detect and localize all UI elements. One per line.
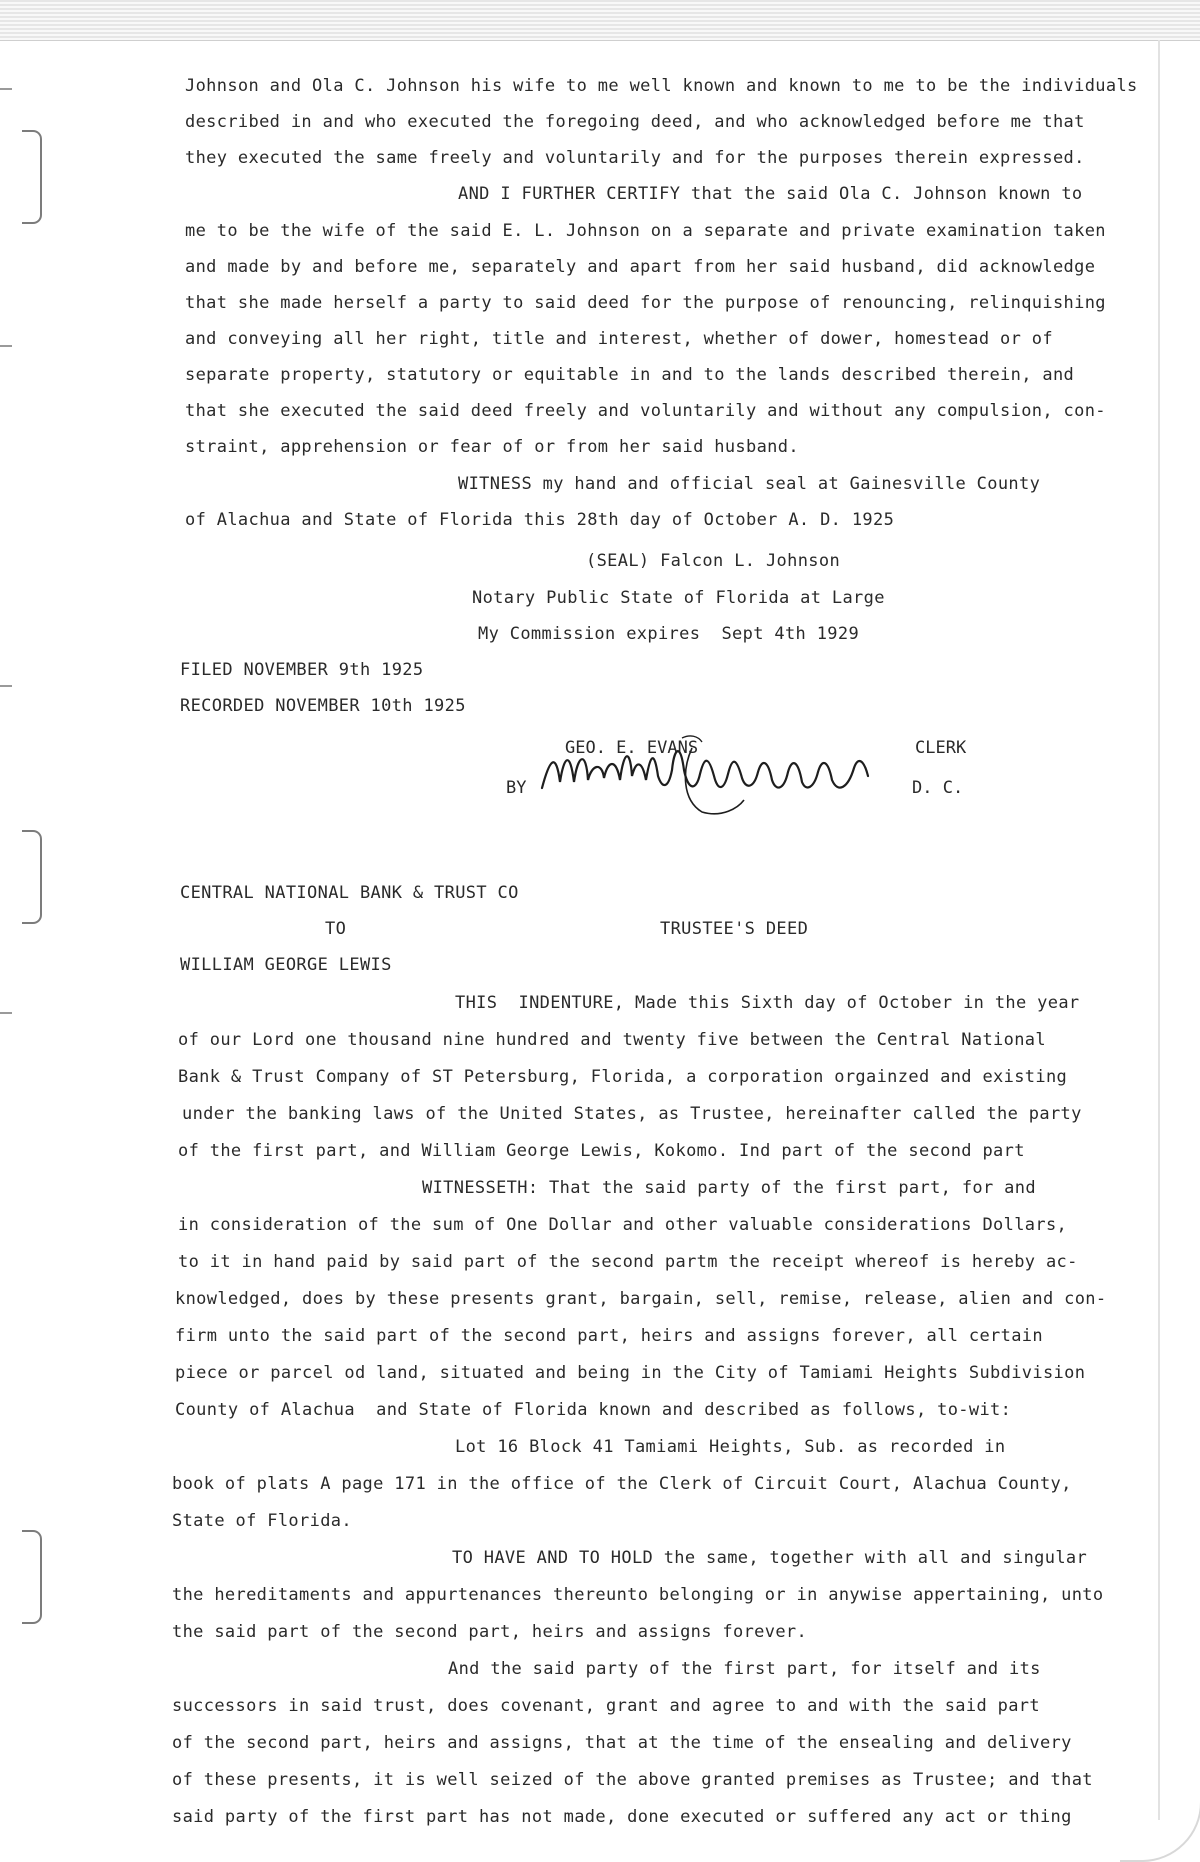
deed-type: TRUSTEE'S DEED <box>660 919 809 939</box>
notary-text-line: straint, apprehension or fear of or from her said husband. <box>185 437 799 457</box>
deed-text-line: of the first part, and William George Lewis, Kokomo. Ind part of the second part <box>178 1141 1025 1161</box>
deed-text-line: WITNESSETH: That the said party of the first part, for and <box>422 1178 1036 1198</box>
deed-text-line: book of plats A page 171 in the office of the Clerk of Circuit Court, Alachua County, <box>172 1474 1072 1494</box>
deputy-clerk-signature <box>532 730 892 820</box>
margin-mark <box>0 685 12 687</box>
deed-text-line: knowledged, does by these presents grant, bargain, sell, remise, release, alien and con- <box>175 1289 1107 1309</box>
deed-text-line: of the second part, heirs and assigns, that at the time of the ensealing and delivery <box>172 1733 1072 1753</box>
deed-grantee: WILLIAM GEORGE LEWIS <box>180 955 392 975</box>
clerk-title: CLERK <box>915 738 967 758</box>
notary-text-line: that she made herself a party to said deed for the purpose of renouncing, relinquishing <box>185 293 1106 313</box>
notary-text-line: me to be the wife of the said E. L. Johnson on a separate and private examination taken <box>185 221 1106 241</box>
binder-hole-icon <box>22 1530 42 1624</box>
covenant-clause: And the said party of the first part, for itself and its <box>448 1659 1041 1679</box>
notary-text-line: Johnson and Ola C. Johnson his wife to me well known and known to me to be the individuals <box>185 76 1138 96</box>
page-right-edge <box>1158 40 1160 1820</box>
margin-mark <box>0 345 12 347</box>
margin-mark <box>0 88 12 90</box>
notary-text-line: described in and who executed the foregoing deed, and who acknowledged before me that <box>185 112 1085 132</box>
scan-top-band <box>0 0 1200 41</box>
notary-signature-line: (SEAL) Falcon L. Johnson <box>586 551 841 571</box>
deed-text-line: State of Florida. <box>172 1511 352 1531</box>
notary-text-line: that she executed the said deed freely and voluntarily and without any compulsion, con- <box>185 401 1106 421</box>
notary-text-line: separate property, statutory or equitable in and to the lands described therein, and <box>185 365 1075 385</box>
margin-mark <box>0 1012 12 1014</box>
binder-hole-icon <box>22 130 42 224</box>
deed-text-line: under the banking laws of the United States, as Trustee, hereinafter called the party <box>182 1104 1082 1124</box>
deed-text-line: the hereditaments and appurtenances thereunto belonging or in anywise appertaining, unto <box>172 1585 1104 1605</box>
deed-text-line: of these presents, it is well seized of the above granted premises as Trustee; and that <box>172 1770 1093 1790</box>
page-corner-curl <box>1120 1770 1200 1862</box>
by-label: BY <box>506 778 527 798</box>
deed-to-label: TO <box>325 919 347 939</box>
recorded-date: RECORDED NOVEMBER 10th 1925 <box>180 696 466 716</box>
deed-text-line: the said part of the second part, heirs and assigns forever. <box>172 1622 808 1642</box>
deed-grantor: CENTRAL NATIONAL BANK & TRUST CO <box>180 883 519 903</box>
notary-text-line: AND I FURTHER CERTIFY that the said Ola C. Johnson known to <box>458 184 1083 204</box>
deed-text-line: in consideration of the sum of One Dollar and other valuable considerations Dollars, <box>178 1215 1068 1235</box>
deed-text-line: said party of the first part has not made, done executed or suffered any act or thing <box>172 1807 1072 1827</box>
notary-commission-line: My Commission expires Sept 4th 1929 <box>478 624 860 644</box>
deed-text-line: County of Alachua and State of Florida known and described as follows, to-wit: <box>175 1400 1012 1420</box>
notary-text-line: of Alachua and State of Florida this 28th day of October A. D. 1925 <box>185 510 895 530</box>
habendum-clause: TO HAVE AND TO HOLD the same, together with all and singular <box>452 1548 1088 1568</box>
binder-hole-icon <box>22 830 42 924</box>
deed-text-line: THIS INDENTURE, Made this Sixth day of October in the year <box>455 993 1080 1013</box>
deed-text-line: firm unto the said part of the second part, heirs and assigns forever, all certain <box>175 1326 1043 1346</box>
notary-text-line: WITNESS my hand and official seal at Gainesville County <box>458 474 1041 494</box>
property-description: Lot 16 Block 41 Tamiami Heights, Sub. as recorded in <box>455 1437 1006 1457</box>
deed-text-line: to it in hand paid by said part of the second partm the receipt whereof is hereby ac- <box>178 1252 1078 1272</box>
deed-text-line: of our Lord one thousand nine hundred and twenty five between the Central National <box>178 1030 1046 1050</box>
filed-date: FILED NOVEMBER 9th 1925 <box>180 660 424 680</box>
notary-text-line: they executed the same freely and voluntarily and for the purposes therein expressed. <box>185 148 1085 168</box>
deputy-clerk-title: D. C. <box>912 778 964 798</box>
notary-title-line: Notary Public State of Florida at Large <box>472 588 885 608</box>
clerk-name: GEO. E. EVANS <box>565 738 699 758</box>
notary-text-line: and made by and before me, separately and apart from her said husband, did acknowledge <box>185 257 1096 277</box>
deed-text-line: successors in said trust, does covenant, grant and agree to and with the said part <box>172 1696 1040 1716</box>
deed-text-line: piece or parcel od land, situated and being in the City of Tamiami Heights Subdivision <box>175 1363 1086 1383</box>
notary-text-line: and conveying all her right, title and interest, whether of dower, homestead or of <box>185 329 1053 349</box>
deed-text-line: Bank & Trust Company of ST Petersburg, Florida, a corporation orgainzed and existing <box>178 1067 1068 1087</box>
